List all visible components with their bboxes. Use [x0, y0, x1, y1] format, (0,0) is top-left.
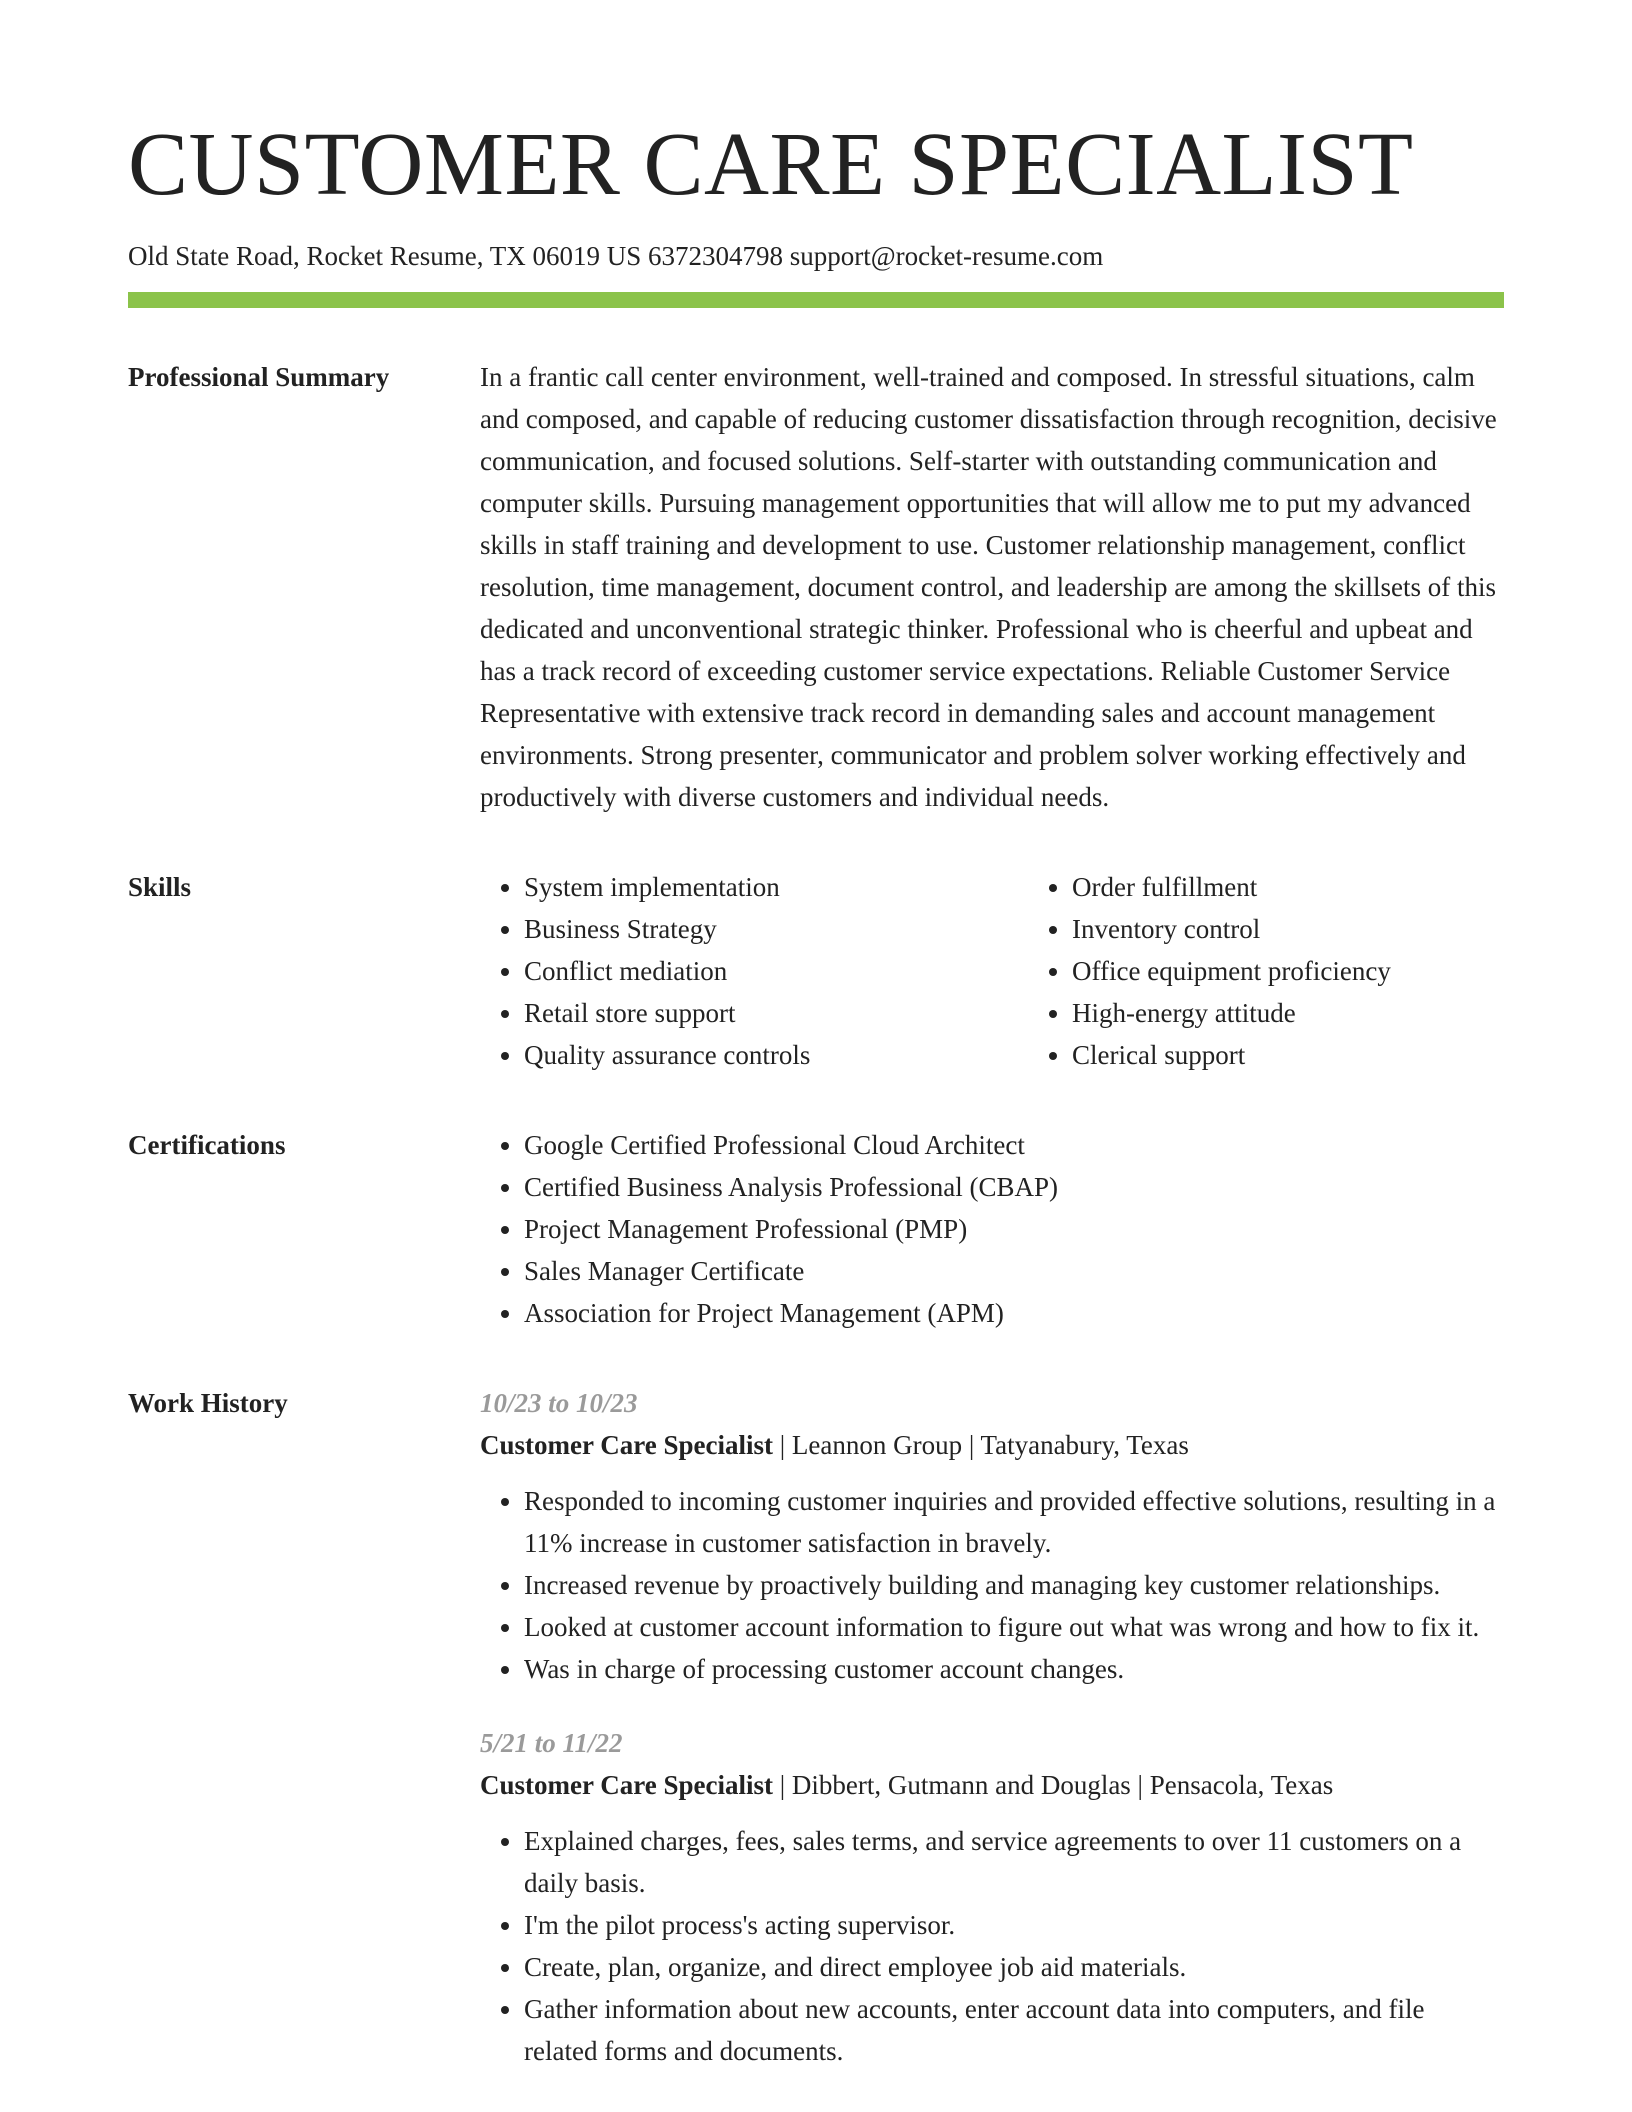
- section-label-work-history: Work History: [128, 1388, 288, 1419]
- resume-title: CUSTOMER CARE SPECIALIST: [128, 115, 1414, 214]
- skill-item: • Quality assurance controls: [524, 1034, 1028, 1076]
- job-bullet: • Gather information about new accounts, enter account data into computers, and file related forms and documents.: [524, 1988, 1504, 2072]
- skills-list-right: [1028, 866, 1504, 1076]
- job-bullets: [480, 1480, 1504, 1690]
- skills-section: [128, 866, 1504, 1076]
- job-heading: [480, 1764, 1504, 1806]
- job-title: Customer Care Specialist: [480, 1770, 773, 1801]
- job-bullet: • Create, plan, organize, and direct employee job aid materials.: [524, 1946, 1504, 1988]
- skill-item: • Inventory control: [1072, 908, 1504, 950]
- job-bullet: • Explained charges, fees, sales terms, and service agreements to over 11 customers on a daily basis.: [524, 1820, 1504, 1904]
- certification-item: • Project Management Professional (PMP): [524, 1208, 1504, 1250]
- skill-item: • Order fulfillment: [1072, 866, 1504, 908]
- certifications-content: [480, 1124, 1504, 1334]
- certification-item: • Google Certified Professional Cloud Architect: [524, 1124, 1504, 1166]
- summary-section: [128, 356, 1504, 818]
- job-title: Customer Care Specialist: [480, 1430, 773, 1461]
- job-bullet: • I'm the pilot process's acting supervisor.: [524, 1904, 1504, 1946]
- skills-content: [480, 866, 1504, 1076]
- section-label-skills: Skills: [128, 872, 192, 903]
- job-employer-location: | Leannon Group | Tatyanabury, Texas: [772, 1430, 1189, 1461]
- skill-item: • Retail store support: [524, 992, 1028, 1034]
- job-entry: [480, 1382, 1504, 1690]
- skill-item: • High-energy attitude: [1072, 992, 1504, 1034]
- certification-item: • Association for Project Management (APM): [524, 1292, 1504, 1334]
- skills-list-left: [480, 866, 1028, 1076]
- job-employer-location: | Dibbert, Gutmann and Douglas | Pensacola, Texas: [772, 1770, 1334, 1801]
- section-label-certifications: Certifications: [128, 1130, 286, 1161]
- job-entry: [480, 1722, 1504, 2072]
- job-bullet: • Was in charge of processing customer account changes.: [524, 1648, 1504, 1690]
- skill-item: • Clerical support: [1072, 1034, 1504, 1076]
- certifications-section: [128, 1124, 1504, 1334]
- job-bullet: • Responded to incoming customer inquiries and provided effective solutions, resulting in a 11% increase in customer satisfaction in bravely.: [524, 1480, 1504, 1564]
- skill-item: • Office equipment proficiency: [1072, 950, 1504, 992]
- job-bullets: [480, 1820, 1504, 2072]
- certifications-list: [480, 1124, 1504, 1334]
- certification-item: • Sales Manager Certificate: [524, 1250, 1504, 1292]
- accent-divider: [128, 292, 1504, 308]
- certification-item: • Certified Business Analysis Professional (CBAP): [524, 1166, 1504, 1208]
- skill-item: • Conflict mediation: [524, 950, 1028, 992]
- job-dates: 10/23 to 10/23: [480, 1388, 638, 1419]
- summary-content: [480, 356, 1504, 818]
- summary-text: In a frantic call center environment, well-trained and composed. In stressful situations, calm and composed, and capable of reducing customer dissatisfaction through recognition, decisive communication, and focused solutions. Self-starter with outstanding communication and computer skills. Pursuing management opportunities that will allow me to put my advanced skills in staff training and development to use. Customer relationship management, conflict resolution, time management, document control, and leadership are among the skillsets of this dedicated and unconventional strategic thinker. Professional who is cheerful and upbeat and has a track record of exceeding customer service expectations. Reliable Customer Service Representative with extensive track record in demanding sales and account management environments. Strong presenter, communicator and problem solver working effectively and productively with diverse customers and individual needs.: [480, 362, 1497, 813]
- work-history-section: [128, 1382, 1504, 2072]
- job-bullet: • Increased revenue by proactively building and managing key customer relationships.: [524, 1564, 1504, 1606]
- skill-item: • System implementation: [524, 866, 1028, 908]
- job-dates: 5/21 to 11/22: [480, 1728, 623, 1759]
- contact-line: Old State Road, Rocket Resume, TX 06019 US 6372304798 support@rocket-resume.com: [128, 241, 1104, 271]
- skill-item: • Business Strategy: [524, 908, 1028, 950]
- work-history-content: [480, 1382, 1504, 2072]
- job-bullet: • Looked at customer account information to figure out what was wrong and how to fix it.: [524, 1606, 1504, 1648]
- job-heading: [480, 1424, 1504, 1466]
- section-label-summary: Professional Summary: [128, 362, 390, 393]
